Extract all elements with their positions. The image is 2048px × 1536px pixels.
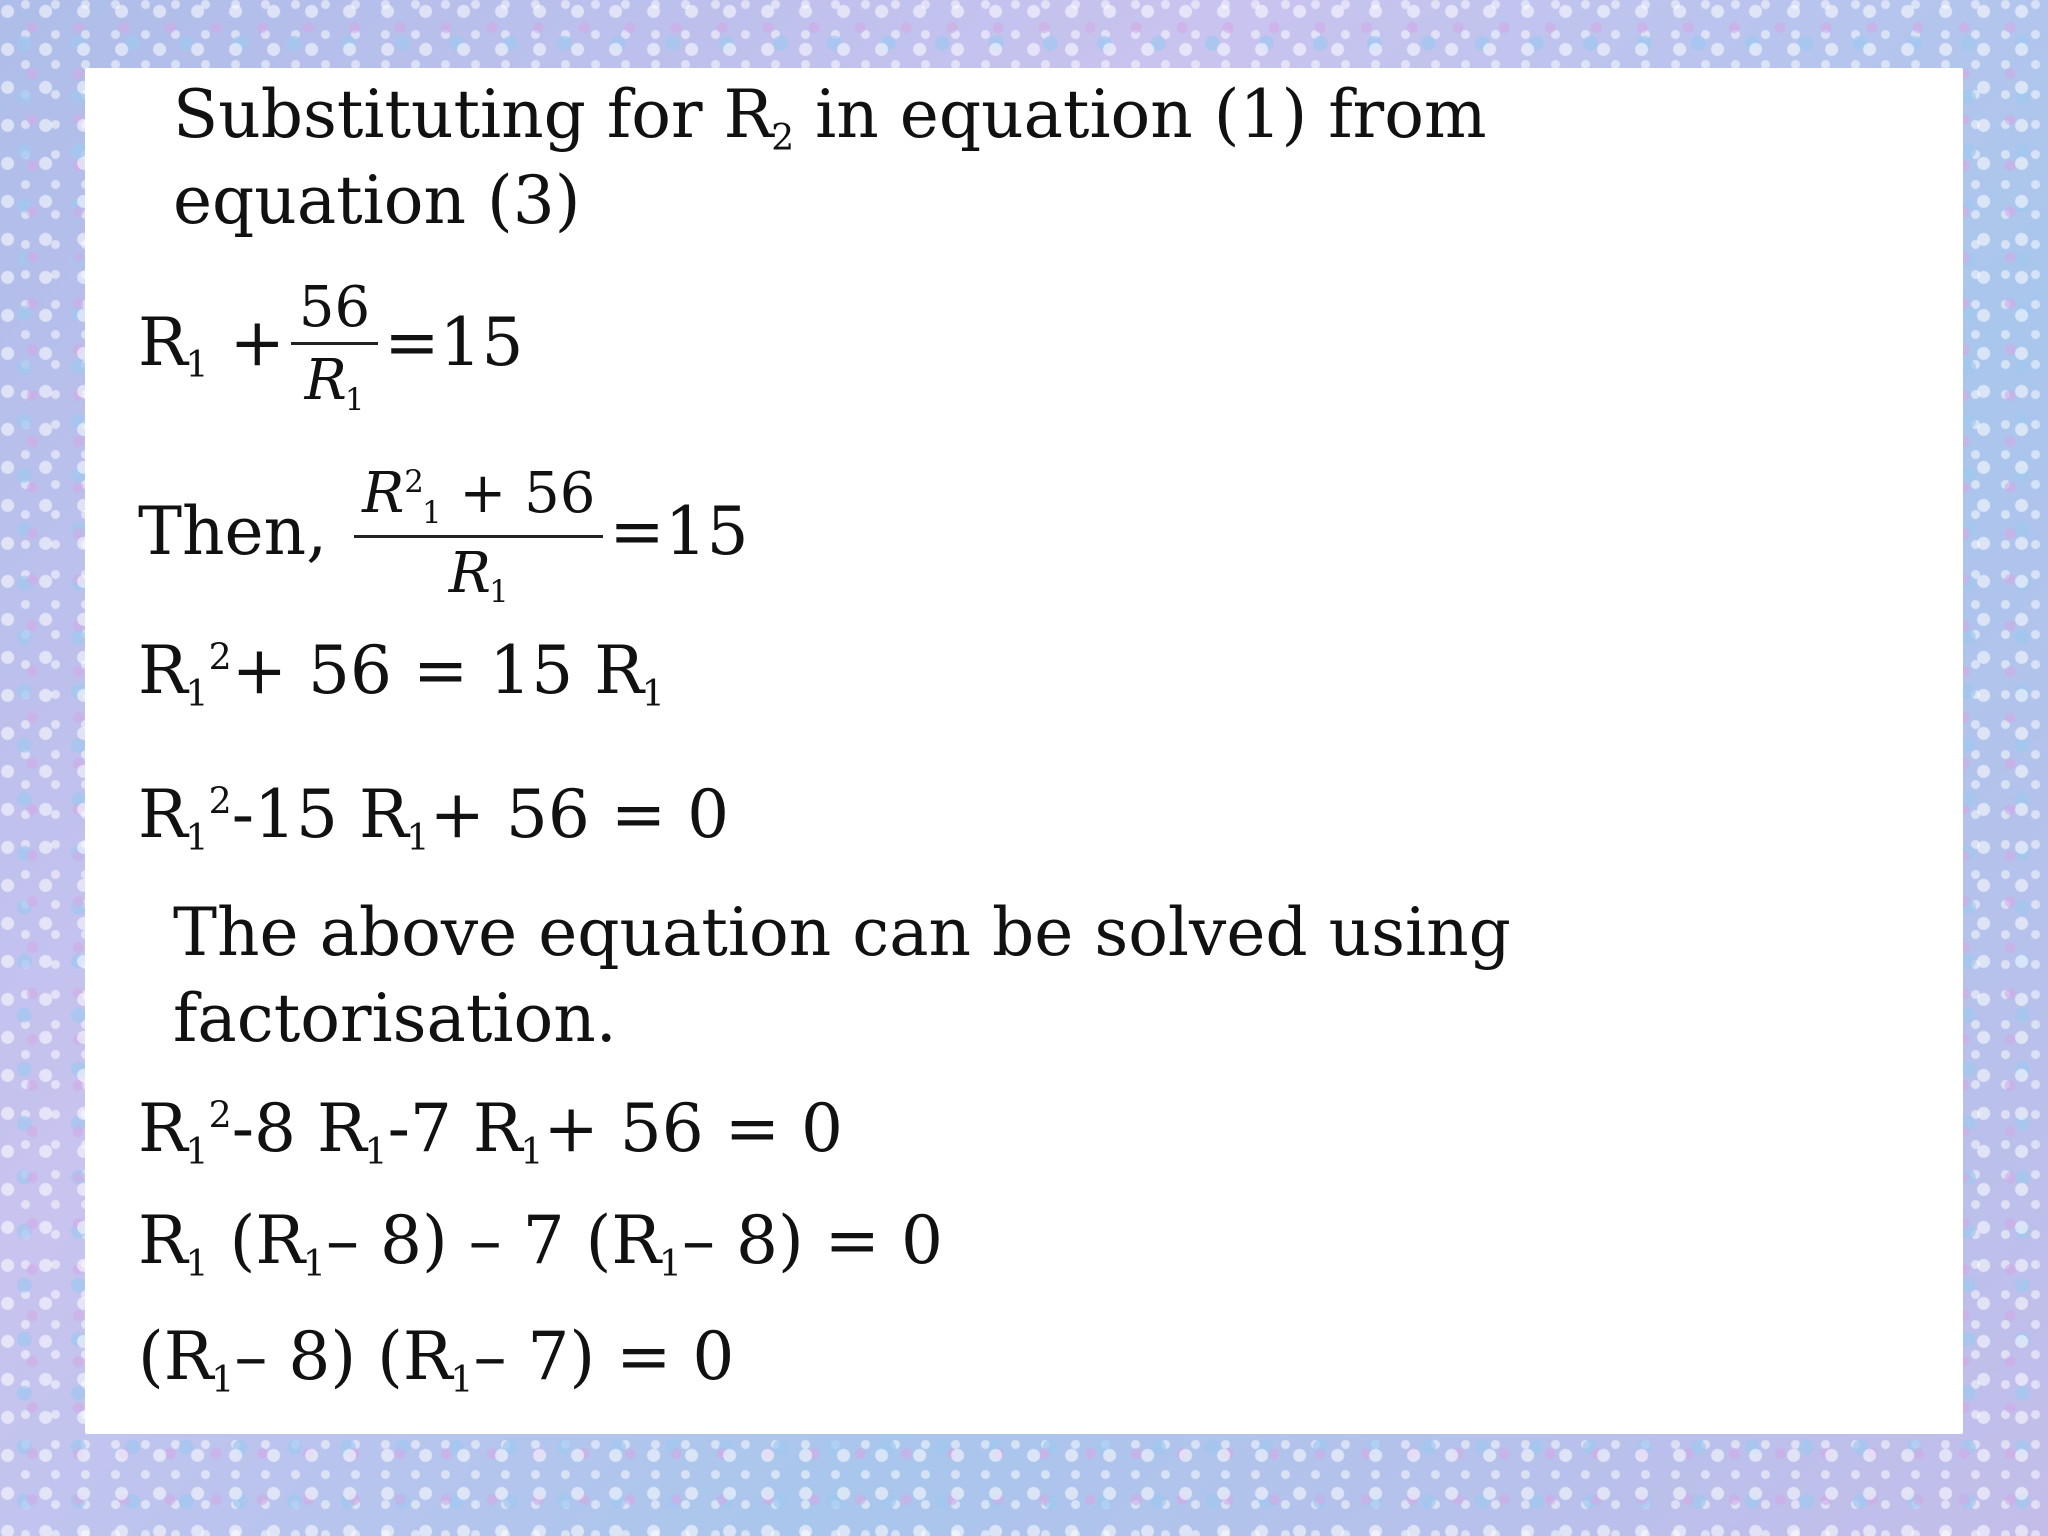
subscript: 1 [302, 1241, 326, 1285]
subscript: 1 [185, 343, 209, 387]
equation-4 [138, 776, 730, 859]
superscript: 2 [404, 463, 424, 500]
note-text-line-1 [173, 894, 1511, 971]
equation-part: – 7) = 0 [473, 1318, 735, 1395]
intro-text-part: Substituting for R [173, 76, 774, 153]
superscript: 2 [208, 779, 232, 823]
equation-part: -8 R [231, 1090, 367, 1167]
subscript: 1 [422, 494, 442, 531]
equation-rhs: =15 [384, 303, 524, 381]
subscript: 1 [211, 1357, 235, 1401]
subscript: 2 [771, 115, 795, 159]
variable: R [138, 1090, 188, 1167]
equation-part: – 8) (R [234, 1318, 453, 1395]
equation-2 [138, 461, 749, 611]
fraction [354, 461, 603, 611]
subscript: 1 [406, 815, 430, 859]
intro-text-part: in equation (1) from [794, 76, 1487, 153]
equation-part: (R [138, 1318, 214, 1395]
fraction-numerator-rest: + 56 [441, 461, 596, 526]
equation-part: + 56 = 0 [429, 776, 730, 853]
variable: R [138, 1202, 188, 1279]
variable: R [138, 776, 188, 853]
subscript: 1 [185, 1241, 209, 1285]
variable: R [138, 303, 188, 381]
note-text: factorisation. [173, 980, 617, 1057]
subscript: 1 [185, 671, 209, 715]
superscript: 2 [208, 635, 232, 679]
subscript: 1 [185, 815, 209, 859]
equation-6 [138, 1202, 943, 1285]
fraction-numerator [354, 461, 603, 538]
fraction-denominator [354, 538, 603, 609]
fraction [291, 275, 378, 418]
subscript: 1 [450, 1357, 474, 1401]
slide-content-panel [85, 68, 1963, 1434]
note-text-line-2 [173, 980, 617, 1057]
intro-text-line-1 [173, 76, 1487, 159]
equation-1 [138, 275, 524, 418]
intro-text-line-2 [173, 162, 581, 239]
note-text: The above equation can be solved using [173, 894, 1511, 971]
equation-5 [138, 1090, 844, 1173]
subscript: 1 [185, 1129, 209, 1173]
subscript: 1 [520, 1129, 544, 1173]
variable: R [304, 348, 347, 413]
equation-part: – 8) = 0 [681, 1202, 943, 1279]
intro-text-part: equation (3) [173, 162, 581, 239]
fraction-numerator: 56 [291, 280, 378, 345]
equation-part: -15 R [231, 776, 409, 853]
equation-part: – 8) – 7 (R [325, 1202, 662, 1279]
subscript: 1 [344, 381, 365, 418]
subscript: 1 [489, 574, 509, 611]
superscript: 2 [208, 1093, 232, 1137]
equation-7 [138, 1318, 735, 1401]
equation-3 [138, 632, 665, 715]
equation-part: + 56 = 0 [543, 1090, 844, 1167]
equation-rhs: =15 [609, 493, 749, 571]
variable: R [448, 540, 491, 606]
equation-part: (R [208, 1202, 306, 1279]
subscript: 1 [364, 1129, 388, 1173]
subscript: 1 [658, 1241, 682, 1285]
equation-part: -7 R [387, 1090, 523, 1167]
variable: R [362, 461, 405, 526]
operator: + [229, 303, 285, 381]
subscript: 1 [641, 671, 665, 715]
equation-prefix: Then, [138, 493, 328, 571]
equation-part: + 56 = 15 R [231, 632, 644, 709]
variable: R [138, 632, 188, 709]
fraction-denominator [291, 345, 378, 416]
